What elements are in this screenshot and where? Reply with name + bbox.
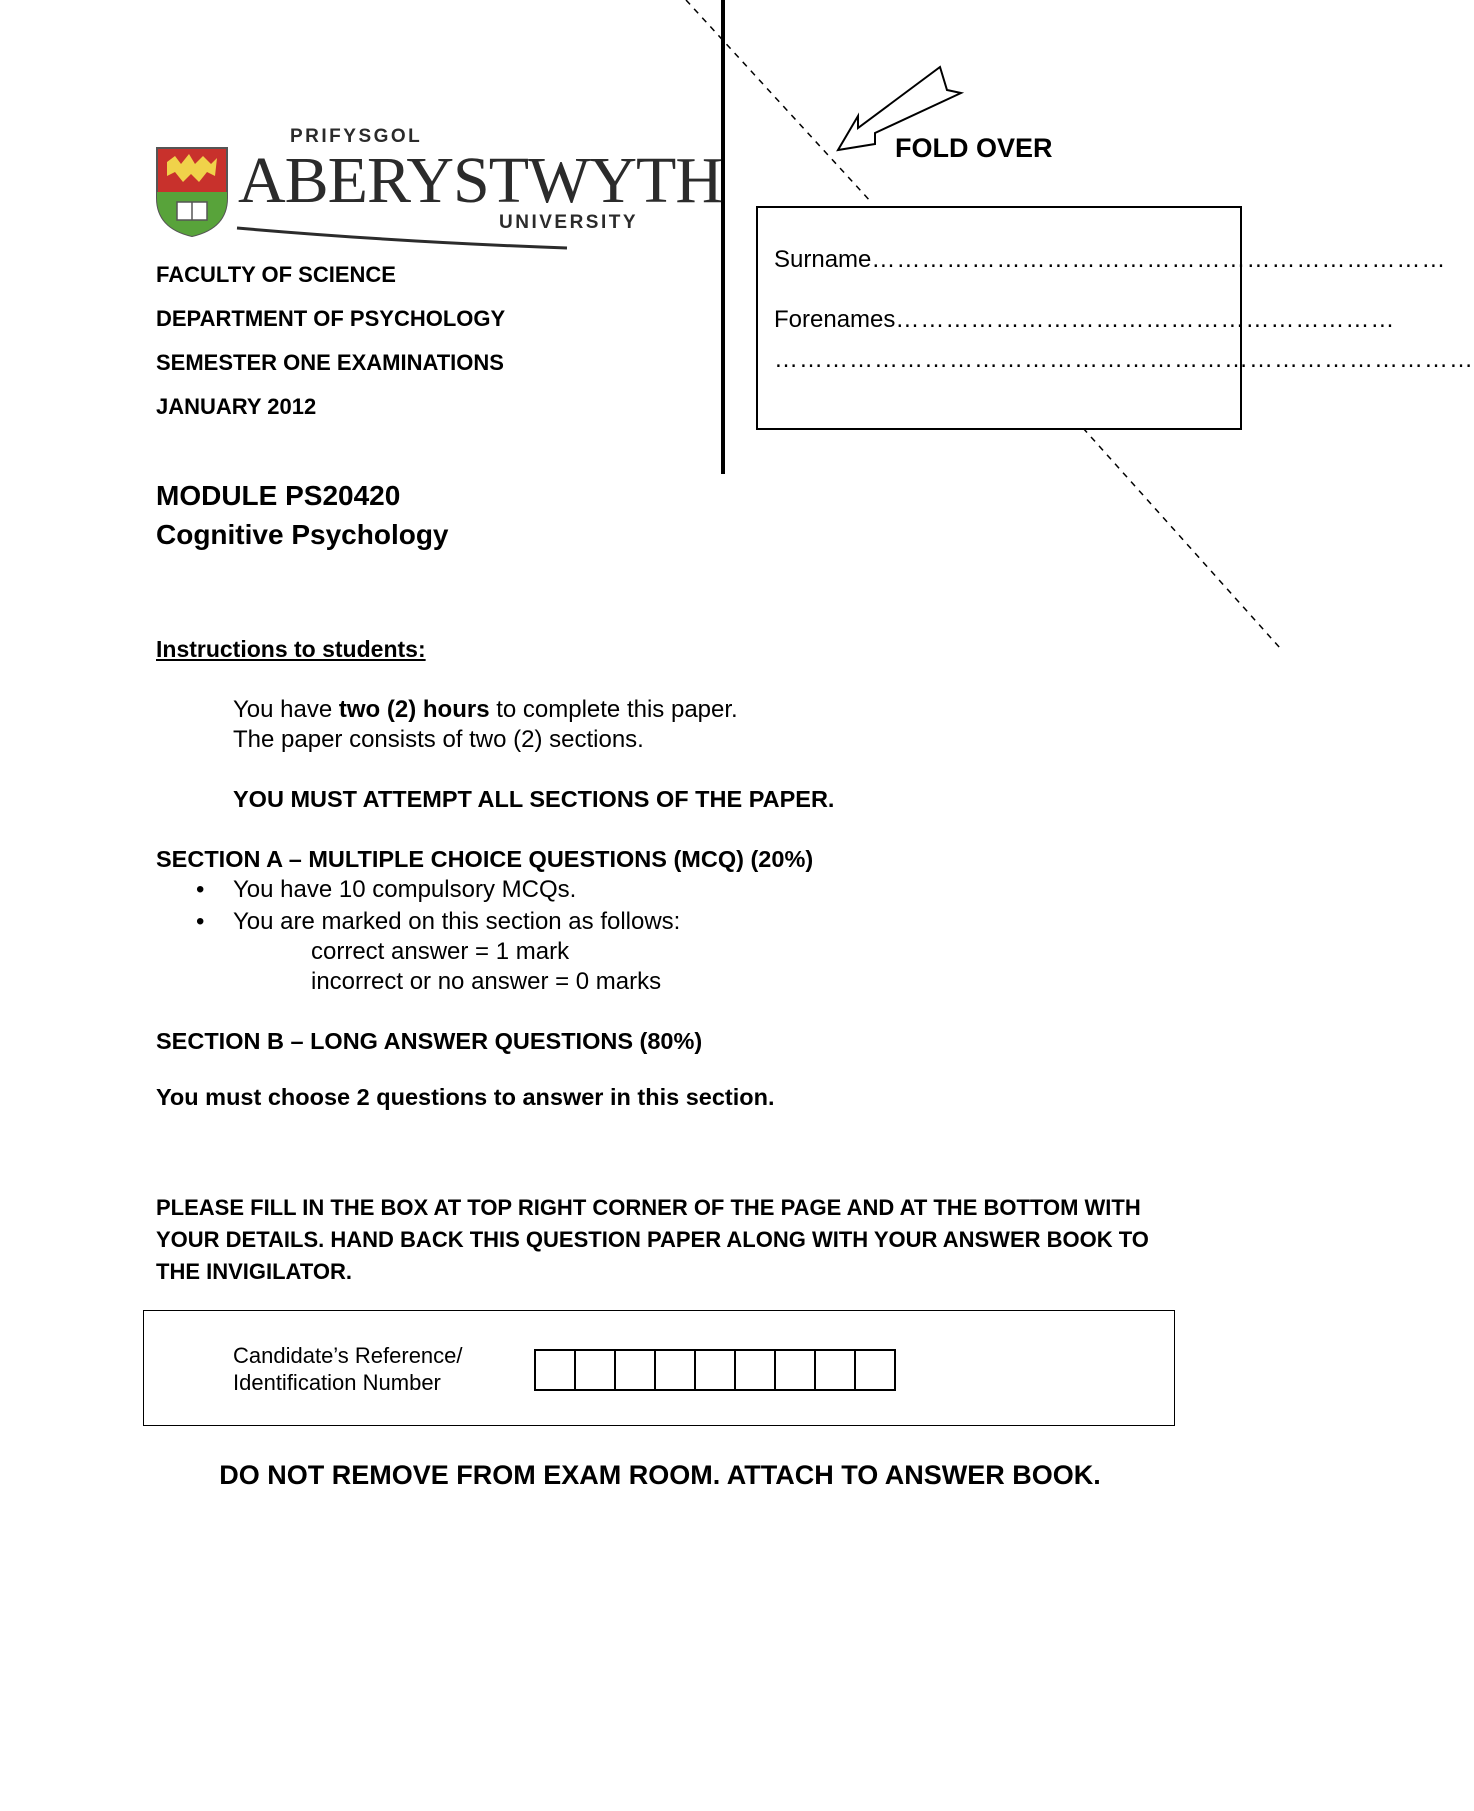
id-digit-cell[interactable] — [776, 1351, 816, 1389]
logo-university: UNIVERSITY — [499, 212, 639, 233]
time-prefix: You have — [233, 696, 339, 723]
forenames-field[interactable] — [774, 306, 1395, 334]
candidate-label-line1: Candidate’s Reference/ — [233, 1343, 463, 1368]
bullet-icon: • — [196, 908, 205, 935]
candidate-reference-label — [233, 1342, 463, 1396]
fill-in-notice: PLEASE FILL IN THE BOX AT TOP RIGHT CORNER OF THE PAGE AND AT THE BOTTOM WITH YOUR DETAILS. HAND BACK THIS QUESTION PAPER ALONG WITH YOUR ANSWER BOOK TO THE INVIGILATOR. — [156, 1195, 1149, 1284]
surname-label: Surname — [774, 246, 872, 273]
module-title: Cognitive Psychology — [156, 519, 449, 550]
attempt-all-instruction: YOU MUST ATTEMPT ALL SECTIONS OF THE PAPER. — [233, 786, 835, 812]
id-digit-cell[interactable] — [856, 1351, 896, 1389]
surname-dots: …………………………………………………………… — [871, 246, 1447, 273]
id-digit-cell[interactable] — [536, 1351, 576, 1389]
logo-name: ABERYSTWYTH — [238, 144, 722, 217]
id-digit-cell[interactable] — [576, 1351, 616, 1389]
logo-prifysgol: PRIFYSGOL — [290, 126, 423, 147]
time-suffix: to complete this paper. — [489, 696, 738, 723]
forenames-field-extra[interactable] — [774, 346, 1474, 374]
student-name-box — [756, 206, 1474, 430]
faculty-line: FACULTY OF SCIENCE — [156, 262, 396, 287]
candidate-label-line2: Identification Number — [233, 1370, 441, 1395]
module-code: MODULE PS20420 — [156, 480, 401, 511]
department-line: DEPARTMENT OF PSYCHOLOGY — [156, 306, 506, 331]
id-digit-cell[interactable] — [736, 1351, 776, 1389]
date-line: JANUARY 2012 — [156, 394, 317, 419]
instructions-heading: Instructions to students: — [156, 636, 426, 662]
extra-dots: ………………………………………………………………………… — [774, 346, 1474, 373]
fold-line-bottom — [1083, 428, 1280, 648]
fold-over-label: FOLD OVER — [895, 133, 1053, 163]
id-digit-cell[interactable] — [696, 1351, 736, 1389]
marking-correct: correct answer = 1 mark — [311, 938, 570, 965]
time-bold: two (2) hours — [338, 696, 490, 723]
time-instruction — [233, 696, 738, 724]
bullet-icon: • — [196, 876, 205, 903]
section-b-choose: You must choose 2 questions to answer in this section. — [156, 1084, 775, 1110]
semester-line: SEMESTER ONE EXAMINATIONS — [156, 350, 504, 375]
section-a-bullet-1: You have 10 compulsory MCQs. — [233, 876, 577, 903]
marking-incorrect: incorrect or no answer = 0 marks — [311, 968, 662, 995]
section-a-bullet-2: You are marked on this section as follows: — [233, 908, 681, 935]
id-digit-cell[interactable] — [616, 1351, 656, 1389]
crest-icon — [155, 146, 229, 238]
forenames-dots: …………………………………………………… — [895, 306, 1396, 333]
forenames-label: Forenames — [774, 306, 896, 333]
section-a-heading: SECTION A – MULTIPLE CHOICE QUESTIONS (MCQ) (20%) — [156, 846, 814, 872]
sections-instruction: The paper consists of two (2) sections. — [233, 726, 644, 753]
id-digit-cell[interactable] — [816, 1351, 856, 1389]
section-b-heading: SECTION B – LONG ANSWER QUESTIONS (80%) — [156, 1028, 703, 1054]
university-logo — [155, 126, 722, 243]
candidate-id-grid[interactable] — [534, 1349, 896, 1391]
do-not-remove-notice: DO NOT REMOVE FROM EXAM ROOM. ATTACH TO ANSWER BOOK. — [219, 1460, 1101, 1490]
surname-field[interactable] — [774, 246, 1446, 274]
id-digit-cell[interactable] — [656, 1351, 696, 1389]
